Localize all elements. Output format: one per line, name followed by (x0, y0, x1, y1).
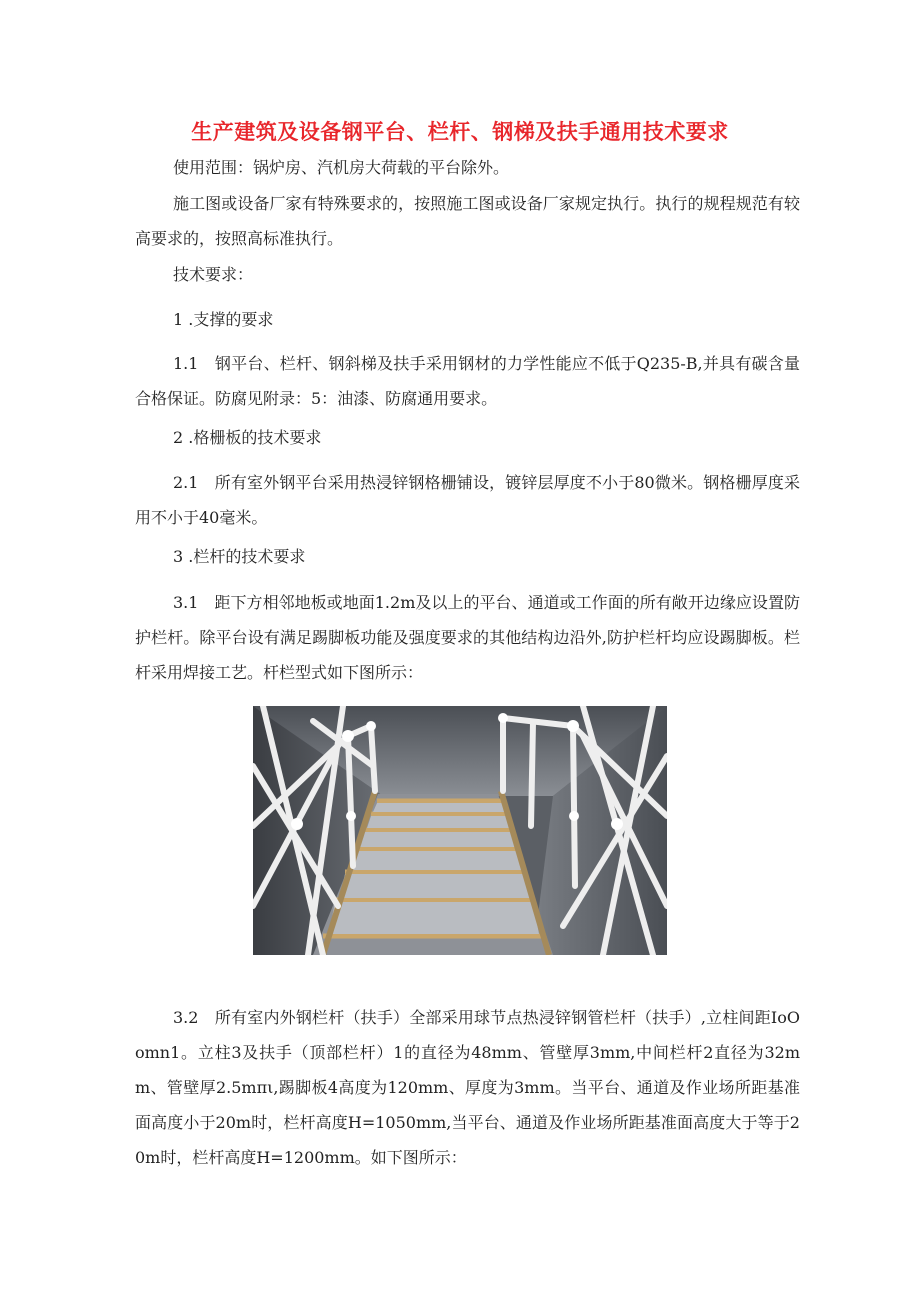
section-heading-grating: 2 .格栅板的技术要求 (173, 428, 322, 447)
section-heading-railing: 3 .栏杆的技术要求 (173, 547, 306, 566)
tech-requirements-heading: 技术要求： (173, 265, 254, 284)
item-1-1-paragraph: 1.1 钢平台、栏杆、钢斜梯及扶手采用钢材的力学性能应不低于Q235-B,并具有碳含量合格保证。防腐见附录：5：油漆、防腐通用要求。 (135, 354, 800, 408)
staircase-railing-photo (253, 706, 667, 955)
item-2-1-paragraph: 2.1 所有室外钢平台采用热浸锌钢格栅铺设，镀锌层厚度不小于80微米。钢格栅厚度采用不小于40毫米。 (135, 473, 800, 527)
document-title: 生产建筑及设备钢平台、栏杆、钢梯及扶手通用技术要求 (191, 120, 729, 144)
section-heading-support: 1 .支撑的要求 (173, 310, 274, 329)
item-3-1-paragraph: 3.1 距下方相邻地板或地面1.2m及以上的平台、通道或工作面的所有敞开边缘应设置防护栏杆。除平台设有满足踢脚板功能及强度要求的其他结构边沿外,防护栏杆均应设踢脚板。栏杆采用焊接工艺。杆栏型式如下图所示： (135, 593, 800, 682)
scope-paragraph: 使用范围：锅炉房、汽机房大荷载的平台除外。 (173, 158, 510, 177)
special-requirements-paragraph: 施工图或设备厂家有特殊要求的，按照施工图或设备厂家规定执行。执行的规程规范有较高要求的，按照高标准执行。 (135, 194, 800, 248)
item-3-2-paragraph: 3.2 所有室内外钢栏杆（扶手）全部采用球节点热浸锌钢管栏杆（扶手）,立柱间距IoOomn1。立柱3及扶手（顶部栏杆）1的直径为48mm、管壁厚3mm,中间栏杆2直径为32mm、管壁厚2.5mπι,踢脚板4高度为120mm、厚度为3mm。当平台、通道及作业场所距基准面高度小于20m时，栏杆高度H=1050mm,当平台、通道及作业场所距基准面高度大于等于20m时，栏杆高度H=1200mm。如下图所示： (135, 1008, 800, 1167)
